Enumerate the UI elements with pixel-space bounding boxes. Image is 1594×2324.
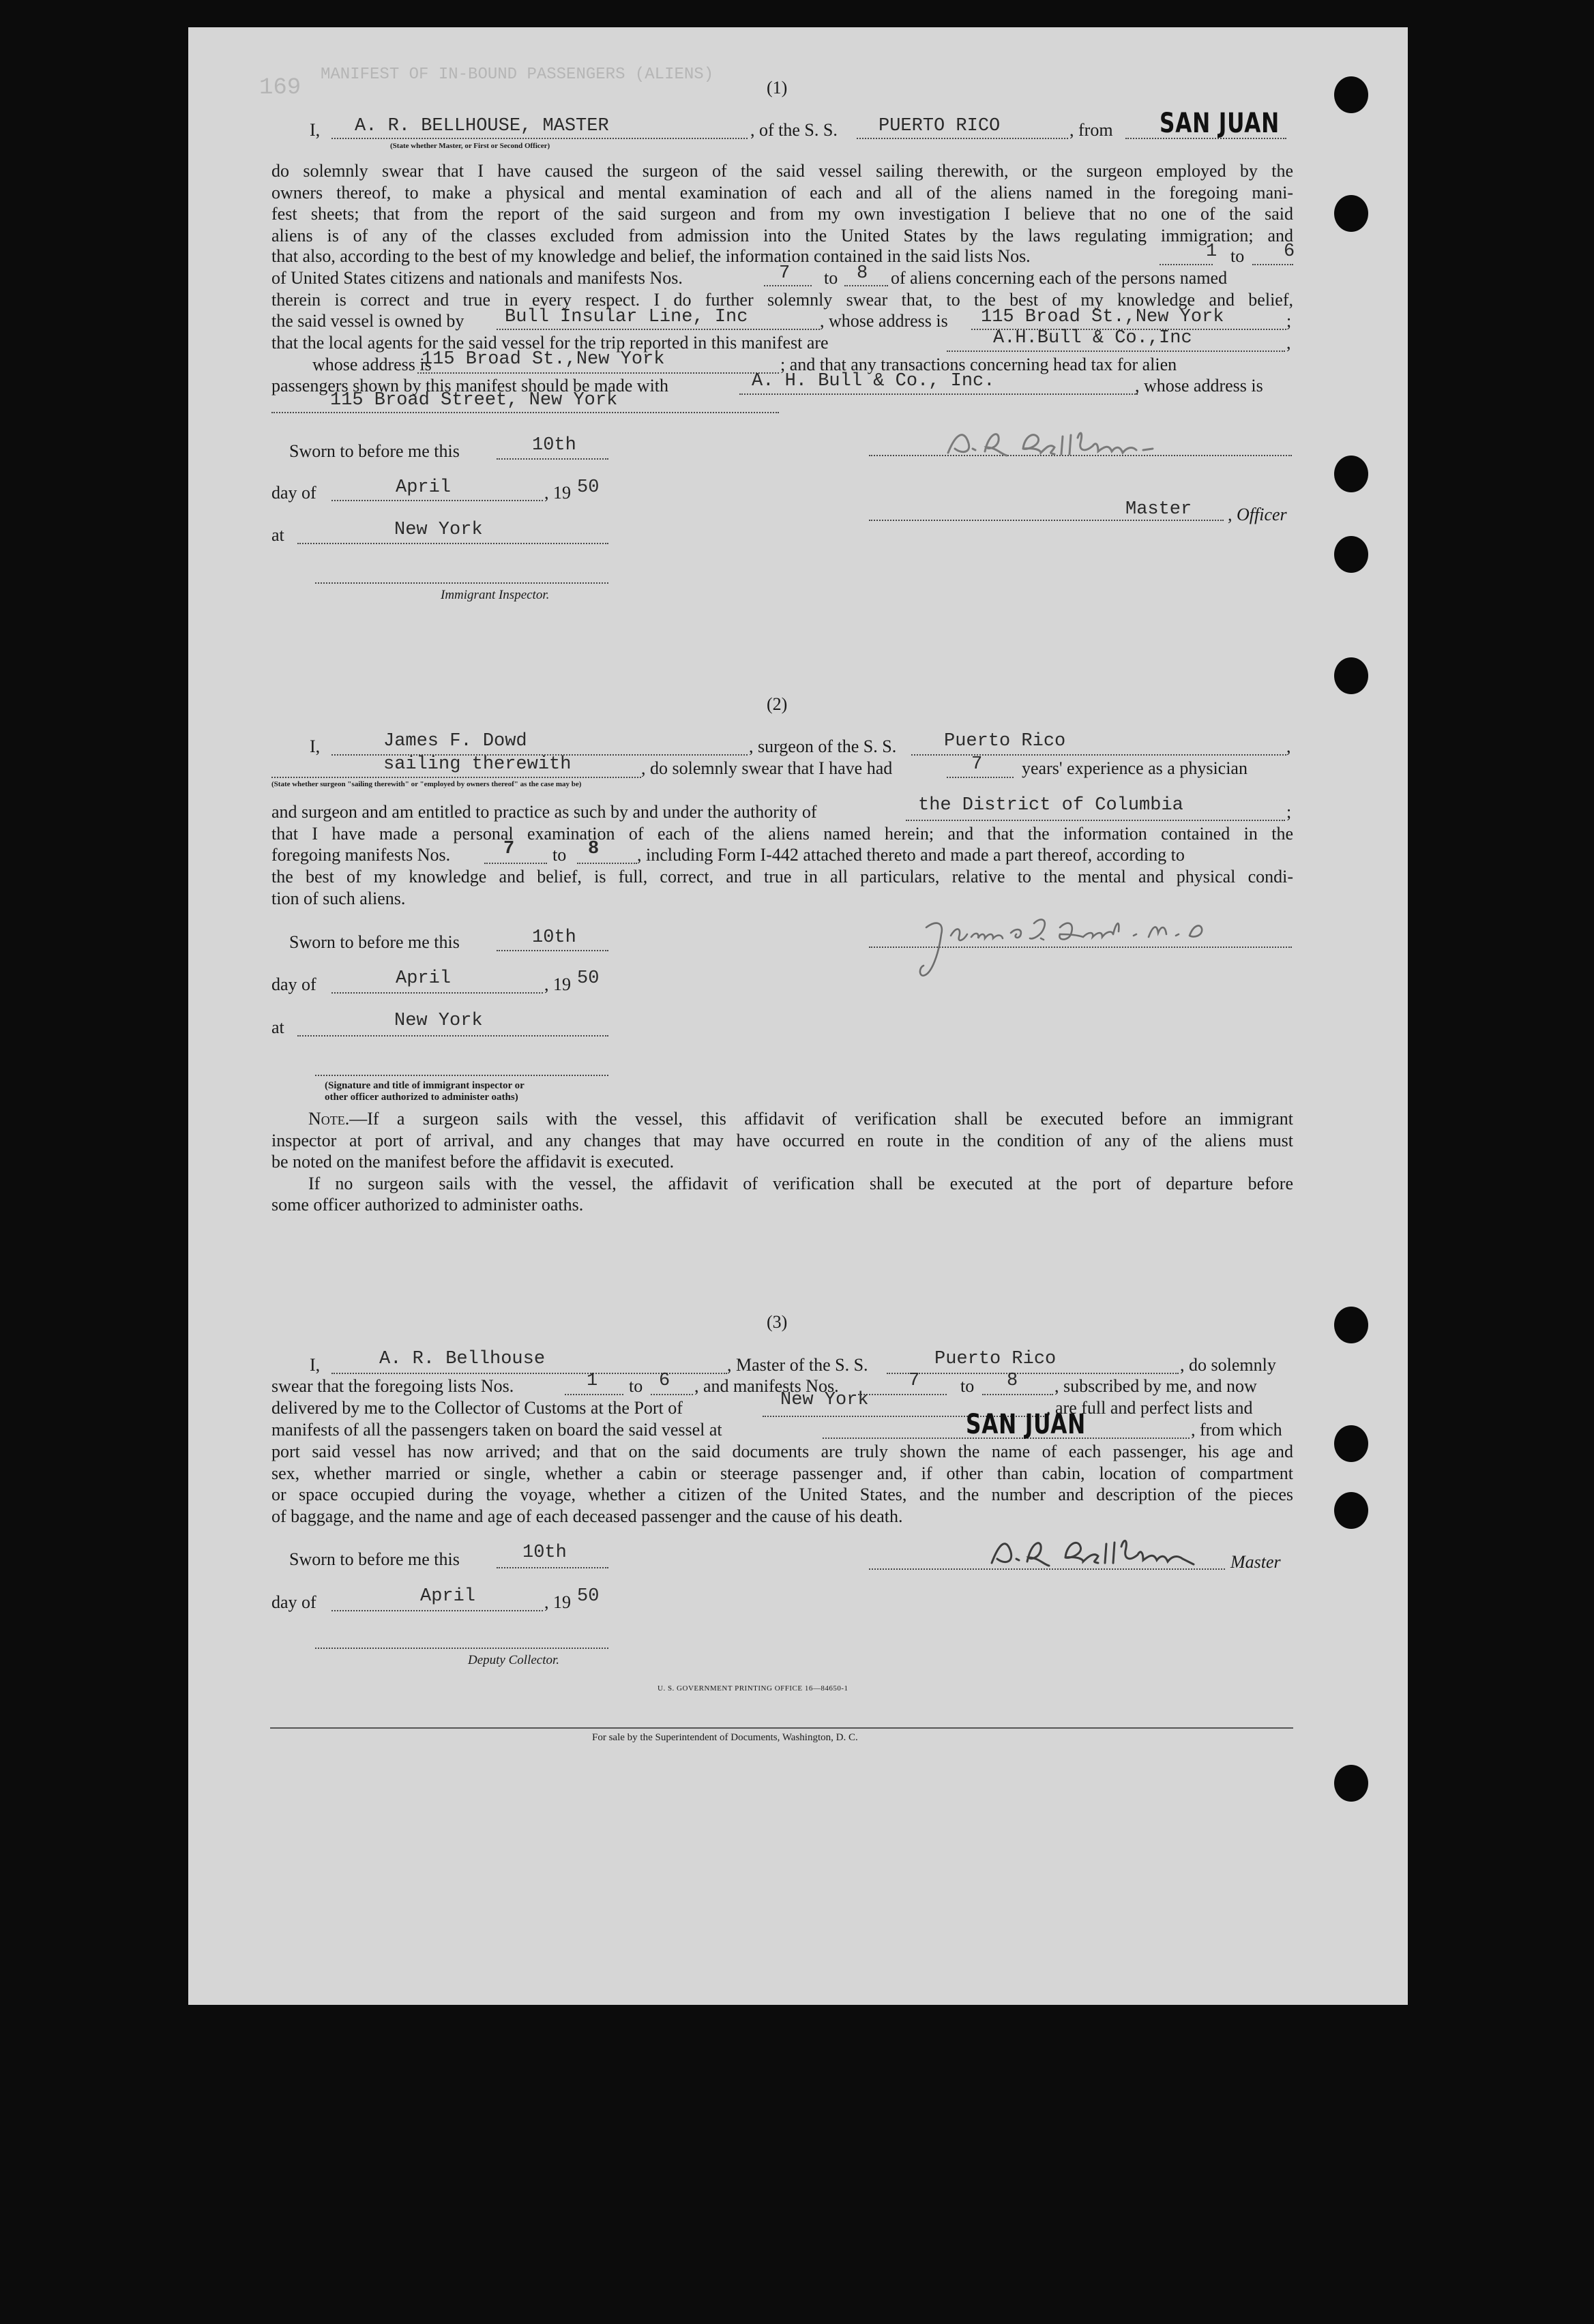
- s1-place: New York: [394, 520, 483, 540]
- s1-owner-line: [497, 329, 820, 330]
- s1-tax-address-line: [271, 412, 779, 413]
- s1-line: do solemnly swear that I have caused the surgeon of the said vessel sailing therewith, or the surgeon employed by the: [271, 161, 1293, 181]
- s1-year-prefix: , 19: [544, 483, 571, 503]
- s1-master-name: A. R. BELLHOUSE, MASTER: [355, 116, 609, 136]
- s1-line11b: , whose address is: [1135, 376, 1263, 396]
- s1-agents-address: 115 Broad St.,New York: [422, 349, 665, 370]
- footer-rule: [270, 1727, 1293, 1729]
- s1-line9: that the local agents for the said vessel for the trip reported in this manifest are: [271, 333, 829, 353]
- s1-agents-line: [947, 351, 1285, 352]
- s2-note-line-text: —If a surgeon sails with the vessel, this affidavit of verification shall be executed before an immigrant: [349, 1109, 1293, 1129]
- s1-place-line: [297, 543, 608, 544]
- s1-agents-address-line: [417, 372, 779, 374]
- punch-hole: [1334, 1765, 1368, 1802]
- s2-surgeon-of: , surgeon of the S. S.: [749, 736, 897, 756]
- s3-oath-text: [271, 1441, 1293, 1527]
- s1-master-line: [331, 138, 748, 139]
- s1-whose-address-is: whose address is: [312, 355, 432, 374]
- s3-vessel-line: [887, 1373, 1179, 1374]
- s1-year: 50: [577, 477, 600, 498]
- s3-m-to-line: [982, 1394, 1053, 1395]
- s1-inspector-line: [315, 582, 608, 584]
- s1-manifests-to-line: [844, 285, 888, 286]
- s3-l-from-line: [565, 1394, 623, 1395]
- s2-m-from-line: [484, 863, 547, 864]
- s3-line4a: manifests of all the passengers taken on board the said vessel at: [271, 1420, 722, 1440]
- s1-from: , from: [1069, 120, 1113, 140]
- s2-comma: ,: [1286, 736, 1291, 756]
- s1-line10b: ; and that any transactions concerning head tax for alien: [780, 355, 1177, 374]
- s1-lists-from: 1: [1206, 241, 1217, 262]
- s3-sworn-day-line: [497, 1567, 608, 1568]
- s2-years: 7: [971, 754, 983, 775]
- s1-lists-to-line: [1252, 264, 1293, 265]
- s3-line2a: swear that the foregoing lists Nos.: [271, 1376, 514, 1396]
- s2-sworn-day-line: [497, 950, 608, 951]
- s3-line4b: , from which: [1191, 1420, 1282, 1440]
- faded-header: MANIFEST OF IN-BOUND PASSENGERS (ALIENS): [321, 65, 714, 84]
- s3-line: of baggage, and the name and age of each deceased passenger and the cause of his death.: [271, 1506, 903, 1526]
- s3-year: 50: [577, 1586, 600, 1607]
- s2-authority: the District of Columbia: [918, 795, 1183, 816]
- s2-note-line: inspector at port of arrival, and any changes that may have occurred en route in the condition of any of the aliens must: [271, 1130, 1293, 1150]
- s3-line: sex, whether married or single, whether a cabin or steerage passenger and, if other than cabin, location of compartment: [271, 1463, 1293, 1483]
- s1-officer-line: [869, 520, 1224, 521]
- s1-master-caption: (State whether Master, or First or Second Officer): [390, 142, 550, 150]
- s1-at: at: [271, 525, 284, 545]
- s3-line2c: , subscribed by me, and now: [1054, 1376, 1257, 1396]
- s1-sworn-day: 10th: [532, 435, 576, 456]
- s1-line6a: of United States citizens and nationals and manifests Nos.: [271, 268, 683, 288]
- s2-sailing-line: [271, 777, 641, 778]
- s1-month-line: [331, 500, 543, 501]
- s3-year-prefix: , 19: [544, 1592, 571, 1612]
- s2-note-label: Note.: [308, 1109, 350, 1129]
- s2-officer-line: [315, 1075, 608, 1076]
- s1-line: fest sheets; that from the report of the said surgeon and from my own investigation I believe that no one of the said: [271, 204, 1293, 224]
- s2-note-line: [271, 1108, 1293, 1130]
- s1-tax-address: 115 Broad Street, New York: [330, 390, 618, 411]
- s1-agents: A.H.Bull & Co.,Inc: [993, 328, 1192, 348]
- s1-vessel: PUERTO RICO: [879, 116, 1001, 136]
- s3-line3b: , are full and perfect lists and: [1046, 1398, 1253, 1418]
- s3-master-of: , Master of the S. S.: [727, 1355, 868, 1375]
- s2-swear-text: , do solemnly swear that I have had: [641, 758, 893, 778]
- s2-line3: and surgeon and am entitled to practice as such by and under the authority of: [271, 802, 817, 822]
- faded-number: 169: [259, 75, 301, 101]
- s2-m-from: 7: [503, 839, 515, 859]
- punch-hole: [1334, 1492, 1368, 1529]
- s2-place-line: [297, 1035, 608, 1037]
- s2-vessel: Puerto Rico: [944, 731, 1066, 751]
- s2-sailing: sailing therewith: [383, 754, 572, 775]
- s2-officer-caption-2: other officer authorized to administer oaths): [325, 1092, 518, 1103]
- s3-m-from-line: [858, 1394, 947, 1395]
- s1-lists-to-word: to: [1230, 246, 1245, 266]
- s2-at: at: [271, 1017, 284, 1037]
- punch-hole: [1334, 195, 1368, 232]
- s1-sworn-day-line: [497, 458, 608, 460]
- s1-lists-to: 6: [1284, 241, 1295, 262]
- s2-note: [271, 1108, 1293, 1216]
- s1-semicolon: ;: [1286, 311, 1292, 331]
- s1-day-of: day of: [271, 483, 316, 503]
- s1-inspector-caption: Immigrant Inspector.: [441, 588, 550, 602]
- s2-line4: that I have made a personal examination of each of the aliens named herein; and that the information contained in the: [271, 824, 1293, 844]
- s3-vessel: Puerto Rico: [934, 1349, 1057, 1369]
- s1-officer-title: Master: [1125, 499, 1192, 520]
- s2-signature: [914, 907, 1269, 989]
- s3-master-name: A. R. Bellhouse: [379, 1349, 546, 1369]
- s1-comma: ,: [1286, 333, 1291, 353]
- s3-to2: to: [960, 1376, 975, 1396]
- section-3-number: (3): [767, 1312, 788, 1332]
- s2-m-to-line: [577, 863, 637, 864]
- s3-l-to-line: [651, 1394, 693, 1395]
- s1-tax-agent: A. H. Bull & Co., Inc.: [752, 371, 995, 391]
- s1-from-port: SAN JUAN: [1160, 108, 1280, 139]
- print-code: U. S. GOVERNMENT PRINTING OFFICE 16—84650-1: [658, 1684, 848, 1693]
- s2-vessel-line: [911, 754, 1286, 756]
- s2-years-text: years' experience as a physician: [1022, 758, 1248, 778]
- s2-sworn-day: 10th: [532, 927, 576, 948]
- s3-i: I,: [310, 1355, 321, 1375]
- punch-hole: [1334, 1307, 1368, 1343]
- section-1-number: (1): [767, 78, 788, 98]
- s3-m-from: 7: [909, 1371, 920, 1391]
- s2-authority-line: [906, 820, 1285, 821]
- s3-l-from: 1: [587, 1371, 598, 1391]
- s1-owner: Bull Insular Line, Inc: [505, 307, 748, 327]
- s1-whose-address: , whose address is: [820, 311, 948, 331]
- s2-m-to: 8: [588, 839, 600, 859]
- s2-caption: (State whether surgeon "sailing therewith" or "employed by owners thereof" as the case may be): [271, 780, 582, 788]
- s1-lists-from-line: [1160, 264, 1213, 265]
- punch-hole: [1334, 456, 1368, 492]
- s3-sworn-day: 10th: [522, 1543, 567, 1563]
- s1-manifests-from: 7: [779, 263, 791, 284]
- s2-line6-wrap: [271, 866, 1293, 909]
- s2-years-line: [947, 777, 1014, 778]
- s2-i: I,: [310, 736, 321, 756]
- s1-manifests-from-line: [764, 285, 812, 286]
- s2-month-line: [331, 992, 543, 994]
- s3-to1: to: [629, 1376, 643, 1396]
- s1-i: I,: [310, 120, 321, 140]
- s2-line5a: foregoing manifests Nos.: [271, 845, 451, 865]
- s2-sworn: Sworn to before me this: [289, 932, 460, 952]
- s1-oath-text: [271, 160, 1293, 246]
- s1-owned-by: the said vessel is owned by: [271, 311, 464, 331]
- s1-line7: therein is correct and true in every respect. I do further solemnly swear that, to the best of my knowledge and belief,: [271, 290, 1293, 310]
- footer-text: For sale by the Superintendent of Documents, Washington, D. C.: [592, 1732, 858, 1743]
- s2-day-of: day of: [271, 974, 316, 994]
- s2-year-prefix: , 19: [544, 974, 571, 994]
- s2-line4-wrap: [271, 823, 1293, 845]
- s2-line7: tion of such aliens.: [271, 888, 406, 908]
- s3-line2b: , and manifests Nos.: [694, 1376, 839, 1396]
- s3-sworn: Sworn to before me this: [289, 1549, 460, 1569]
- s1-signature: [941, 423, 1255, 464]
- s3-line3a: delivered by me to the Collector of Customs at the Port of: [271, 1398, 683, 1418]
- s2-month: April: [396, 968, 452, 989]
- s3-from-port: SAN JUAN: [966, 1409, 1087, 1440]
- s3-collector-caption: Deputy Collector.: [468, 1653, 560, 1667]
- s1-sworn: Sworn to before me this: [289, 441, 460, 461]
- s3-day-of: day of: [271, 1592, 316, 1612]
- s1-month: April: [396, 477, 452, 498]
- s2-place: New York: [394, 1011, 483, 1031]
- punch-hole: [1334, 657, 1368, 694]
- s2-note-line: be noted on the manifest before the affidavit is executed.: [271, 1152, 675, 1172]
- s3-signature: [985, 1528, 1244, 1575]
- punch-hole: [1334, 1425, 1368, 1462]
- s1-manifests-to-word: to: [824, 268, 838, 288]
- s1-owner-address: 115 Broad St.,New York: [981, 307, 1224, 327]
- s2-to-word: to: [552, 845, 567, 865]
- s2-semicolon: ;: [1286, 802, 1292, 822]
- s2-surgeon-name: James F. Dowd: [383, 731, 527, 751]
- punch-hole: [1334, 536, 1368, 573]
- s1-manifests-to: 8: [857, 263, 868, 284]
- s3-port: New York: [780, 1390, 869, 1410]
- s1-line5: that also, according to the best of my knowledge and belief, the information contained in the said lists Nos.: [271, 246, 1031, 266]
- s1-of-ss: , of the S. S.: [750, 120, 838, 140]
- s2-line5b: , including Form I-442 attached thereto and made a part thereof, according to: [637, 845, 1185, 865]
- s3-solemnly: , do solemnly: [1180, 1355, 1276, 1375]
- s2-line6: the best of my knowledge and belief, is full, correct, and true in all particulars, relative to the mental and physical condi-: [271, 867, 1293, 887]
- s1-officer-suffix: , Officer: [1228, 505, 1287, 524]
- s2-note2-line: some officer authorized to administer oaths.: [271, 1195, 584, 1215]
- s1-line: owners thereof, to make a physical and mental examination of each and all of the aliens named in the foregoing mani-: [271, 182, 1293, 203]
- s3-month-line: [331, 1610, 543, 1611]
- s3-m-to: 8: [1007, 1371, 1018, 1391]
- s1-line: aliens is of any of the classes excluded from admission into the United States by the laws regulating immigration; and: [271, 225, 1293, 245]
- punch-hole: [1334, 76, 1368, 113]
- s3-collector-line: [315, 1648, 608, 1649]
- s3-line: port said vessel has now arrived; and that on the said documents are truly shown the name of each passenger, his age and: [271, 1442, 1293, 1461]
- s2-note2-line: If no surgeon sails with the vessel, the affidavit of verification shall be executed at the port of departure before: [308, 1173, 1293, 1193]
- s1-vessel-line: [857, 138, 1068, 139]
- section-2-number: (2): [767, 694, 788, 714]
- s3-line: or space occupied during the voyage, whether a citizen of the United States, and the number and description of the pieces: [271, 1485, 1293, 1504]
- s3-month: April: [420, 1586, 476, 1607]
- s1-line6b: of aliens concerning each of the persons named: [891, 268, 1228, 288]
- s2-year: 50: [577, 968, 600, 989]
- s3-l-to: 6: [659, 1371, 670, 1391]
- s1-tax-agent-line: [739, 393, 1138, 395]
- s1-line11: passengers shown by this manifest should be made with: [271, 376, 669, 396]
- s3-master-suffix: Master: [1230, 1552, 1281, 1572]
- s2-officer-caption-1: (Signature and title of immigrant inspector or: [325, 1080, 525, 1091]
